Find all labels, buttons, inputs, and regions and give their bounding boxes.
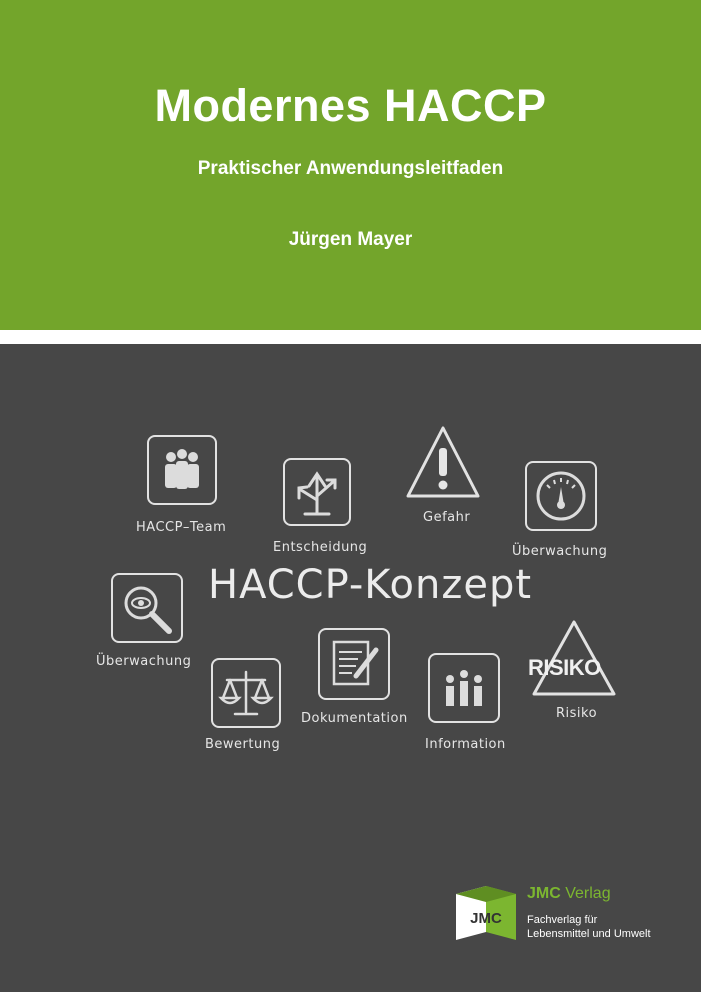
white-divider	[0, 330, 701, 344]
publisher-name-rest: Verlag	[560, 885, 611, 902]
publisher-line-2: Lebensmittel und Umwelt	[527, 928, 651, 940]
warning-triangle-icon	[404, 424, 482, 500]
scales-icon	[211, 658, 281, 728]
concept-heading: HACCP-Konzept	[208, 562, 533, 608]
publisher-name	[527, 885, 611, 903]
label-dokumentation: Dokumentation	[301, 711, 408, 726]
book-author: Jürgen Mayer	[288, 229, 413, 250]
team-icon	[147, 435, 217, 505]
magnifier-eye-icon	[111, 573, 183, 643]
title-banner	[0, 0, 701, 330]
book-subtitle: Praktischer Anwendungsleitfaden	[197, 158, 504, 179]
info-icon	[428, 653, 500, 723]
label-risiko: Risiko	[556, 706, 598, 721]
document-pen-icon	[318, 628, 390, 700]
decision-arrows-icon	[283, 458, 351, 526]
label-bewertung: Bewertung	[205, 737, 281, 752]
label-ueberwachung-right: Überwachung	[512, 544, 608, 559]
gauge-icon	[525, 461, 597, 531]
publisher-name-bold: JMC	[527, 885, 561, 902]
publisher-line-1: Fachverlag für	[527, 914, 598, 926]
label-haccp-team: HACCP–Team	[136, 520, 227, 535]
jmc-logo-icon	[456, 886, 516, 940]
risiko-word: RISIKO	[528, 655, 601, 680]
logo-text: JMC	[470, 910, 502, 927]
label-entscheidung: Entscheidung	[273, 540, 368, 555]
label-gefahr: Gefahr	[423, 510, 471, 525]
book-title: Modernes HACCP	[154, 80, 547, 131]
label-information: Information	[425, 737, 506, 752]
label-ueberwachung-left: Überwachung	[96, 654, 192, 669]
